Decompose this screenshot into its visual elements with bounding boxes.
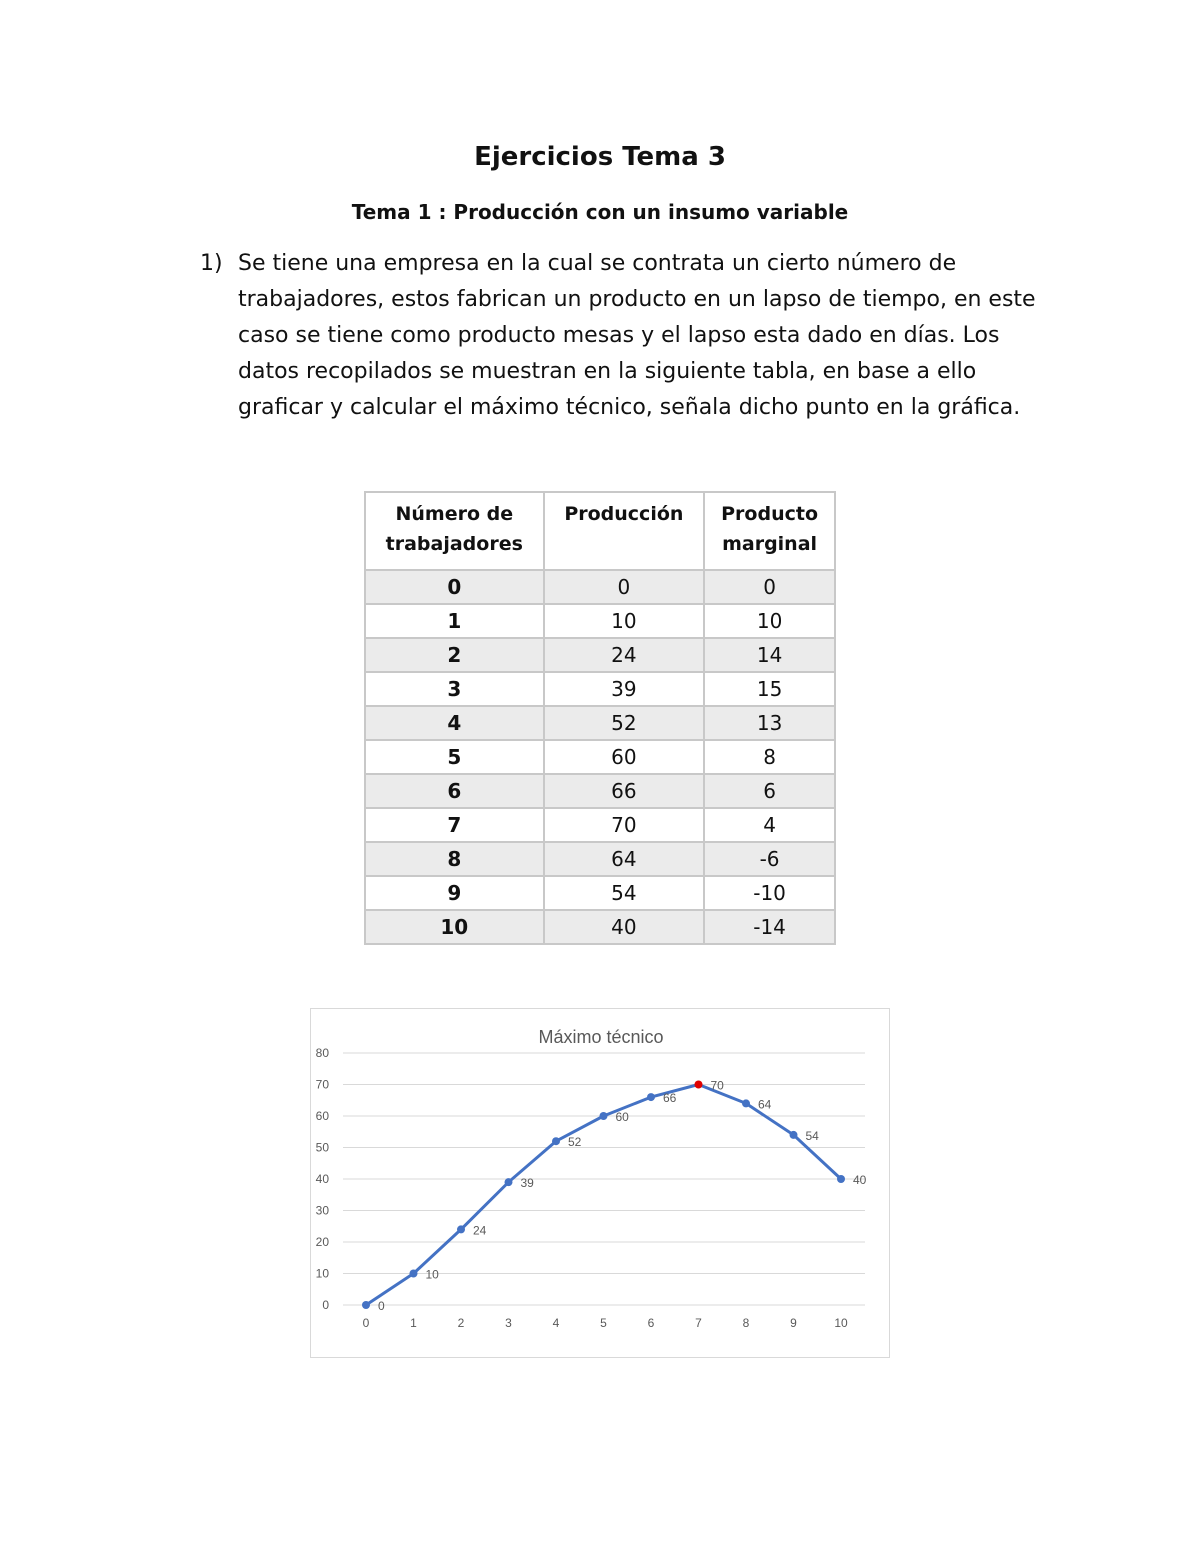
table-header-row (365, 492, 835, 570)
cell-production: 70 (544, 808, 705, 842)
data-point (505, 1178, 513, 1186)
y-tick-label: 50 (315, 1140, 329, 1155)
production-table (364, 491, 836, 945)
x-tick-label: 2 (457, 1316, 465, 1330)
cell-marginal-product: 15 (704, 672, 835, 706)
table-row (365, 876, 835, 910)
cell-workers: 1 (365, 604, 544, 638)
cell-production: 52 (544, 706, 705, 740)
cell-workers: 5 (365, 740, 544, 774)
cell-marginal-product: 14 (704, 638, 835, 672)
data-label: 10 (425, 1267, 439, 1282)
cell-workers: 4 (365, 706, 544, 740)
header-workers: Número de trabajadores (365, 492, 544, 570)
cell-production: 10 (544, 604, 705, 638)
table-row (365, 672, 835, 706)
cell-production: 64 (544, 842, 705, 876)
cell-workers: 3 (365, 672, 544, 706)
table-row (365, 570, 835, 604)
y-tick-label: 0 (322, 1298, 329, 1312)
data-label: 66 (663, 1091, 677, 1106)
table-row (365, 706, 835, 740)
table-row (365, 604, 835, 638)
x-tick-label: 7 (695, 1316, 702, 1330)
table-body (365, 570, 835, 944)
cell-marginal-product: 0 (704, 570, 835, 604)
document-title: Ejercicios Tema 3 (474, 142, 726, 172)
cell-production: 60 (544, 740, 705, 774)
data-label: 52 (568, 1135, 582, 1150)
data-label: 24 (473, 1223, 487, 1238)
y-tick-label: 40 (315, 1172, 329, 1186)
cell-workers: 10 (365, 910, 544, 944)
data-point (552, 1137, 560, 1145)
y-tick-label: 60 (315, 1109, 329, 1123)
cell-marginal-product: 8 (704, 740, 835, 774)
cell-production: 24 (544, 638, 705, 672)
cell-production: 66 (544, 774, 705, 808)
cell-workers: 0 (365, 570, 544, 604)
data-point (647, 1093, 655, 1101)
x-tick-label: 5 (600, 1316, 607, 1330)
max-point-marker (695, 1081, 703, 1089)
exercise-number: 1) (200, 251, 223, 276)
y-tick-label: 20 (315, 1235, 329, 1249)
data-label: 64 (758, 1097, 772, 1112)
data-label: 40 (853, 1173, 867, 1187)
y-tick-label: 30 (315, 1203, 329, 1218)
cell-production: 40 (544, 910, 705, 944)
data-label: 39 (520, 1176, 534, 1191)
cell-marginal-product: 10 (704, 604, 835, 638)
table-row (365, 638, 835, 672)
table-row (365, 774, 835, 808)
x-tick-label: 0 (362, 1316, 370, 1330)
y-tick-label: 70 (315, 1077, 329, 1092)
header-production: Producción (544, 492, 705, 570)
table-row (365, 842, 835, 876)
cell-workers: 7 (365, 808, 544, 842)
cell-marginal-product: -6 (704, 842, 835, 876)
cell-marginal-product: 6 (704, 774, 835, 808)
data-label: 54 (805, 1128, 819, 1143)
document-subtitle: Tema 1 : Producción con un insumo variable (351, 200, 849, 224)
cell-production: 0 (544, 570, 705, 604)
cell-marginal-product: -10 (704, 876, 835, 910)
x-tick-label: 9 (790, 1316, 797, 1330)
chart-title: Máximo técnico (538, 1027, 664, 1047)
cell-workers: 9 (365, 876, 544, 910)
data-point (362, 1301, 370, 1309)
header-marginal-product: Producto marginal (704, 492, 835, 570)
cell-marginal-product: 4 (704, 808, 835, 842)
cell-marginal-product: -14 (704, 910, 835, 944)
data-point (600, 1112, 608, 1120)
exercise-text: Se tiene una empresa en la cual se contrata un cierto número de trabajadores, estos fabrican un producto en un lapso de tiempo, en este caso se tiene como producto mesas y el lapso esta dado en días. Los datos recopilados se muestran en la siguiente tabla, en base a ello graficar y calcular el máximo técnico, señala dicho punto en la gráfica. (238, 251, 1036, 420)
data-point (410, 1270, 418, 1278)
data-label: 60 (615, 1110, 629, 1124)
table-row (365, 910, 835, 944)
x-tick-label: 4 (552, 1316, 560, 1330)
cell-workers: 8 (365, 842, 544, 876)
chart-container (310, 1008, 890, 1358)
data-point (742, 1099, 750, 1107)
cell-workers: 6 (365, 774, 544, 808)
y-tick-label: 10 (315, 1266, 329, 1281)
cell-marginal-product: 13 (704, 706, 835, 740)
table-row (365, 740, 835, 774)
x-tick-label: 8 (742, 1316, 750, 1330)
line-chart (311, 1009, 891, 1359)
table-row (365, 808, 835, 842)
x-tick-label: 3 (505, 1316, 512, 1330)
cell-production: 39 (544, 672, 705, 706)
data-label: 70 (710, 1078, 724, 1093)
cell-production: 54 (544, 876, 705, 910)
data-point (457, 1225, 465, 1233)
data-point (837, 1175, 845, 1183)
data-label: 0 (378, 1299, 385, 1313)
x-tick-label: 10 (834, 1316, 848, 1330)
y-tick-label: 80 (315, 1046, 329, 1060)
x-tick-label: 1 (410, 1316, 417, 1330)
cell-workers: 2 (365, 638, 544, 672)
data-point (790, 1131, 798, 1139)
x-tick-label: 6 (647, 1316, 655, 1330)
